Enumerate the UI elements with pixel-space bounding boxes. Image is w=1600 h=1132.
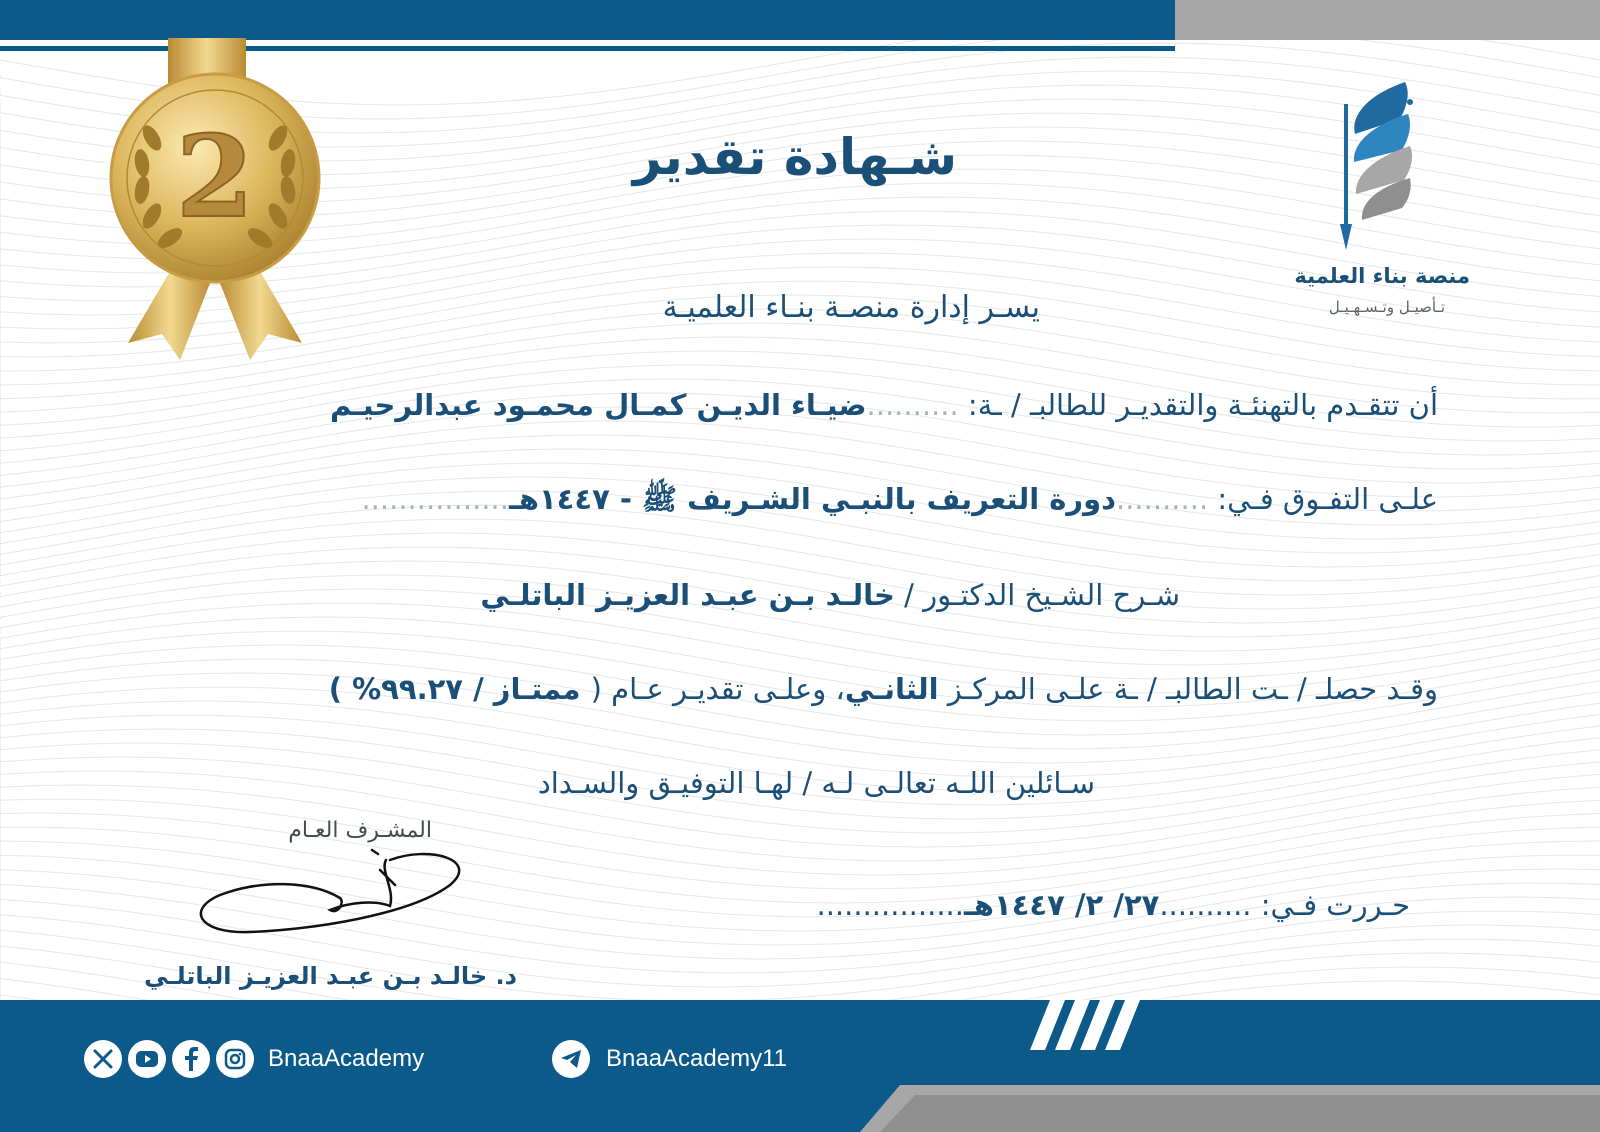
supervisor-role: المشـرف العـام	[288, 818, 432, 843]
course-label: علـى التفـوق فـي:	[1208, 482, 1438, 516]
social-handle[interactable]: BnaaAcademy	[268, 1045, 425, 1072]
course-row	[361, 482, 1438, 524]
wishes-line: سـائلين اللـه تعالـى لـه / لهـا التوفيـق والسـداد	[537, 766, 1095, 800]
telegram-icon[interactable]	[552, 1040, 590, 1078]
dots: ................	[361, 482, 509, 516]
social-links	[84, 1040, 424, 1078]
student-row	[330, 388, 1438, 422]
certificate-title: شـهادة تقدير	[632, 128, 958, 186]
course-name: دورة التعريف بالنبـي الشـريف ﷺ - ١٤٤٧هـ	[508, 482, 1116, 516]
logo-name: منصة بناء العلمية	[1294, 264, 1470, 288]
teacher-name: خالـد بـن عبـد العزيـز الباتلـي	[480, 578, 895, 612]
x-icon[interactable]	[84, 1040, 122, 1078]
telegram-handle[interactable]: BnaaAcademy11	[606, 1045, 788, 1072]
date-row	[816, 888, 1410, 922]
top-blue-bar	[0, 0, 1175, 40]
signature-image	[190, 840, 480, 950]
supervisor-name: د. خالـد بـن عبـد العزيـز الباتلـي	[144, 962, 517, 990]
telegram-link	[552, 1040, 787, 1078]
dots: ..........	[1115, 482, 1209, 516]
intro-line: يسـر إدارة منصـة بنـاء العلميـة	[662, 290, 1040, 325]
facebook-icon[interactable]	[172, 1040, 210, 1078]
logo-mark-icon	[1330, 74, 1420, 254]
student-label: أن تتقـدم بالتهنئـة والتقديـر للطالبـ / ـة:	[958, 388, 1438, 422]
date-label: حـررت فـي:	[1251, 888, 1410, 922]
youtube-icon[interactable]	[128, 1040, 166, 1078]
top-gray-bar	[1175, 0, 1600, 40]
rank-row	[329, 672, 1438, 706]
teacher-label: شـرح الشـيخ الدكتـور /	[894, 578, 1180, 612]
rank-value: الثانـي	[844, 672, 939, 706]
medal-icon	[100, 38, 330, 368]
rank-label: وقـد حصلـ / ـت الطالبـ / ـة علـى المركـز	[938, 672, 1438, 706]
dots: ..........	[866, 388, 959, 422]
date-value: ٢٧/ ٢/ ١٤٤٧هـ	[963, 888, 1160, 922]
instagram-icon[interactable]	[216, 1040, 254, 1078]
grade-value: ممتـاز / ٩٩.٢٧% )	[328, 672, 591, 706]
student-name: ضيـاء الديـن كمـال محمـود عبدالرحيـم	[329, 388, 867, 422]
medal-number: 2	[176, 112, 254, 243]
teacher-row	[480, 578, 1180, 612]
dots: ................	[816, 888, 964, 922]
logo-tagline: تـأصيـل وتـسـهـيـل	[1328, 298, 1445, 316]
dots: ..........	[1159, 888, 1252, 922]
grade-label: ، وعلـى تقديـر عـام (	[590, 672, 845, 706]
